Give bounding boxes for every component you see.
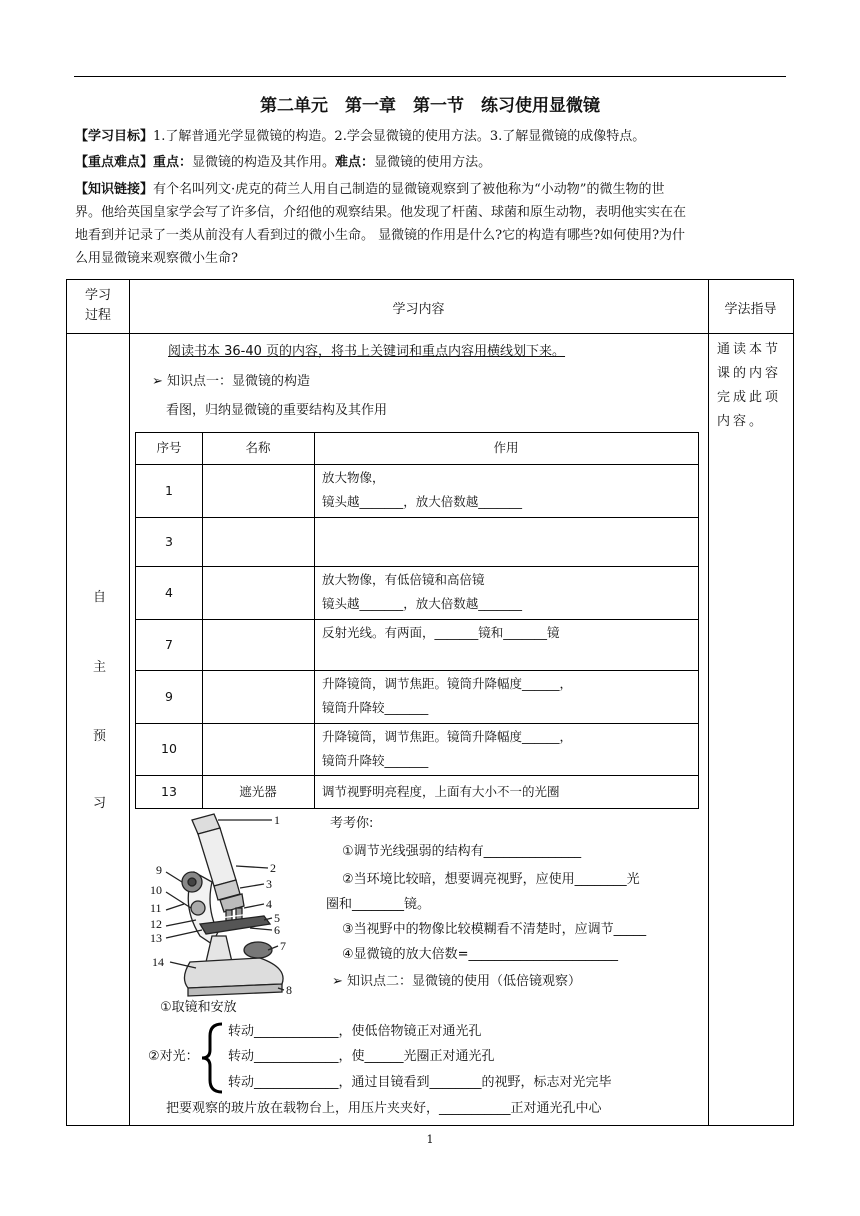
row-func: 放大物像，有低倍镜和高倍镜 镜头越_______，放大倍数越_______ <box>322 572 523 611</box>
col-content-header: 学习内容 <box>392 302 445 317</box>
col-process-header: 学习 过程 <box>84 288 111 323</box>
quiz-item[interactable]: ④显微镜的放大倍数=_______________________ <box>342 947 619 962</box>
quiz-item[interactable]: ②当环境比较暗，想要调亮视野，应使用________光 <box>342 872 640 887</box>
row-name: 遮光器 <box>239 784 277 799</box>
page-title: 第二单元 第一章 第一节 练习使用显微镜 <box>260 96 600 116</box>
kp1-subtitle: 看图，归纳显微镜的重要结构及其作用 <box>166 403 388 418</box>
diagram-label: 9 <box>156 863 162 877</box>
diagram-label: 10 <box>150 883 162 897</box>
brace-icon <box>200 1022 226 1094</box>
diagram-label: 6 <box>274 923 280 937</box>
diagram-label: 13 <box>150 931 162 945</box>
diagram-label: 11 <box>150 901 162 915</box>
link-line: 界。他给英国皇家学会写了许多信，介绍他的观察结果。他发现了杆菌、球菌和原生动物，表明他实实在在 <box>75 205 687 220</box>
row-num: 4 <box>165 585 173 600</box>
link-line: 么用显微镜来观察微小生命? <box>75 251 238 266</box>
row-func: 调节视野明亮程度，上面有大小不一的光圈 <box>322 784 560 799</box>
diagram-label: 1 <box>274 813 280 827</box>
stage-char: 预 <box>93 729 107 744</box>
header-num: 序号 <box>156 440 182 455</box>
row-num: 1 <box>165 483 173 498</box>
link-label: 【知识链接】 <box>75 182 154 197</box>
header-name: 名称 <box>245 440 271 455</box>
key-points <box>75 151 790 174</box>
header-rule <box>74 76 786 77</box>
step-2-line[interactable]: 转动_____________，通过目镜看到________的视野，标志对光完毕 <box>228 1075 612 1090</box>
stage-char: 自 <box>93 590 107 605</box>
learning-goals <box>75 125 790 148</box>
page-number: 1 <box>426 1133 434 1146</box>
quiz-item[interactable]: ①调节光线强弱的结构有_______________ <box>342 844 582 859</box>
goals-label: 【学习目标】 <box>75 129 154 144</box>
row-num: 13 <box>161 784 177 799</box>
step-3[interactable]: 把要观察的玻片放在载物台上，用压片夹夹好，___________正对通光孔中心 <box>166 1101 602 1116</box>
step-1: ①取镜和安放 <box>160 1000 237 1015</box>
read-instruction: 阅读书本 36-40 页的内容，将书上关键词和重点内容用横线划下来。 <box>168 344 566 359</box>
key-b-text: 显微镜的使用方法。 <box>374 155 492 170</box>
link-line: 地看到并记录了一类从前没有人看到过的微小生命。 显微镜的作用是什么?它的构造有哪些?如何使用?为什 <box>75 228 686 243</box>
diagram-label: 4 <box>266 897 272 911</box>
diagram-label: 5 <box>274 911 280 925</box>
row-func: 放大物像， 镜头越_______，放大倍数越_______ <box>322 470 523 509</box>
diagram-label: 7 <box>280 939 286 953</box>
quiz-title: 考考你: <box>330 816 374 831</box>
key-a-label: 重点： <box>153 155 193 170</box>
knowledge-point-2: ➢ 知识点二：显微镜的使用（低倍镜观察） <box>332 974 582 989</box>
microscope-diagram <box>140 812 300 1002</box>
step-2-line[interactable]: 转动_____________，使低倍物镜正对通光孔 <box>228 1024 482 1039</box>
row-num: 10 <box>161 741 177 756</box>
row-func: 反射光线。有两面，_______镜和_______镜 <box>322 625 560 640</box>
step-2-label: ②对光： <box>148 1049 199 1064</box>
goals-text: 1.了解普通光学显微镜的构造。2.学会显微镜的使用方法。3.了解显微镜的成像特点。 <box>153 129 646 144</box>
col-guide-header: 学法指导 <box>724 302 777 317</box>
header-func: 作用 <box>493 440 519 455</box>
key-label: 【重点难点】 <box>75 155 154 170</box>
study-guide: 通读本节 课的内容 完成此项 内容。 <box>717 342 782 429</box>
diagram-label: 12 <box>150 917 162 931</box>
row-num: 7 <box>165 637 173 652</box>
stage-char: 主 <box>93 660 107 675</box>
row-num: 9 <box>165 689 173 704</box>
quiz-item[interactable]: 圈和________镜。 <box>326 897 431 912</box>
row-func: 升降镜筒，调节焦距。镜筒升降幅度______， 镜筒升降较_______ <box>322 676 573 715</box>
diagram-label: 2 <box>270 861 276 875</box>
link-line: 有个名叫列文·虎克的荷兰人用自己制造的显微镜观察到了被他称为“小动物”的微生物的世 <box>153 182 665 197</box>
diagram-label: 3 <box>266 877 272 891</box>
key-a-text: 显微镜的构造及其作用。 <box>192 155 336 170</box>
structure-table <box>135 432 699 809</box>
row-func: 升降镜筒，调节焦距。镜筒升降幅度______， 镜筒升降较_______ <box>322 729 573 768</box>
knowledge-point-1: ➢ 知识点一：显微镜的构造 <box>152 374 311 389</box>
diagram-label: 14 <box>152 955 164 969</box>
step-2-line[interactable]: 转动_____________，使______光圈正对通光孔 <box>228 1049 495 1064</box>
row-num: 3 <box>165 534 173 549</box>
diagram-label: 8 <box>286 983 292 997</box>
key-b-label: 难点： <box>335 155 375 170</box>
knowledge-link <box>75 178 790 270</box>
quiz-item[interactable]: ③当视野中的物像比较模糊看不清楚时，应调节_____ <box>342 922 647 937</box>
stage-char: 习 <box>93 796 107 811</box>
